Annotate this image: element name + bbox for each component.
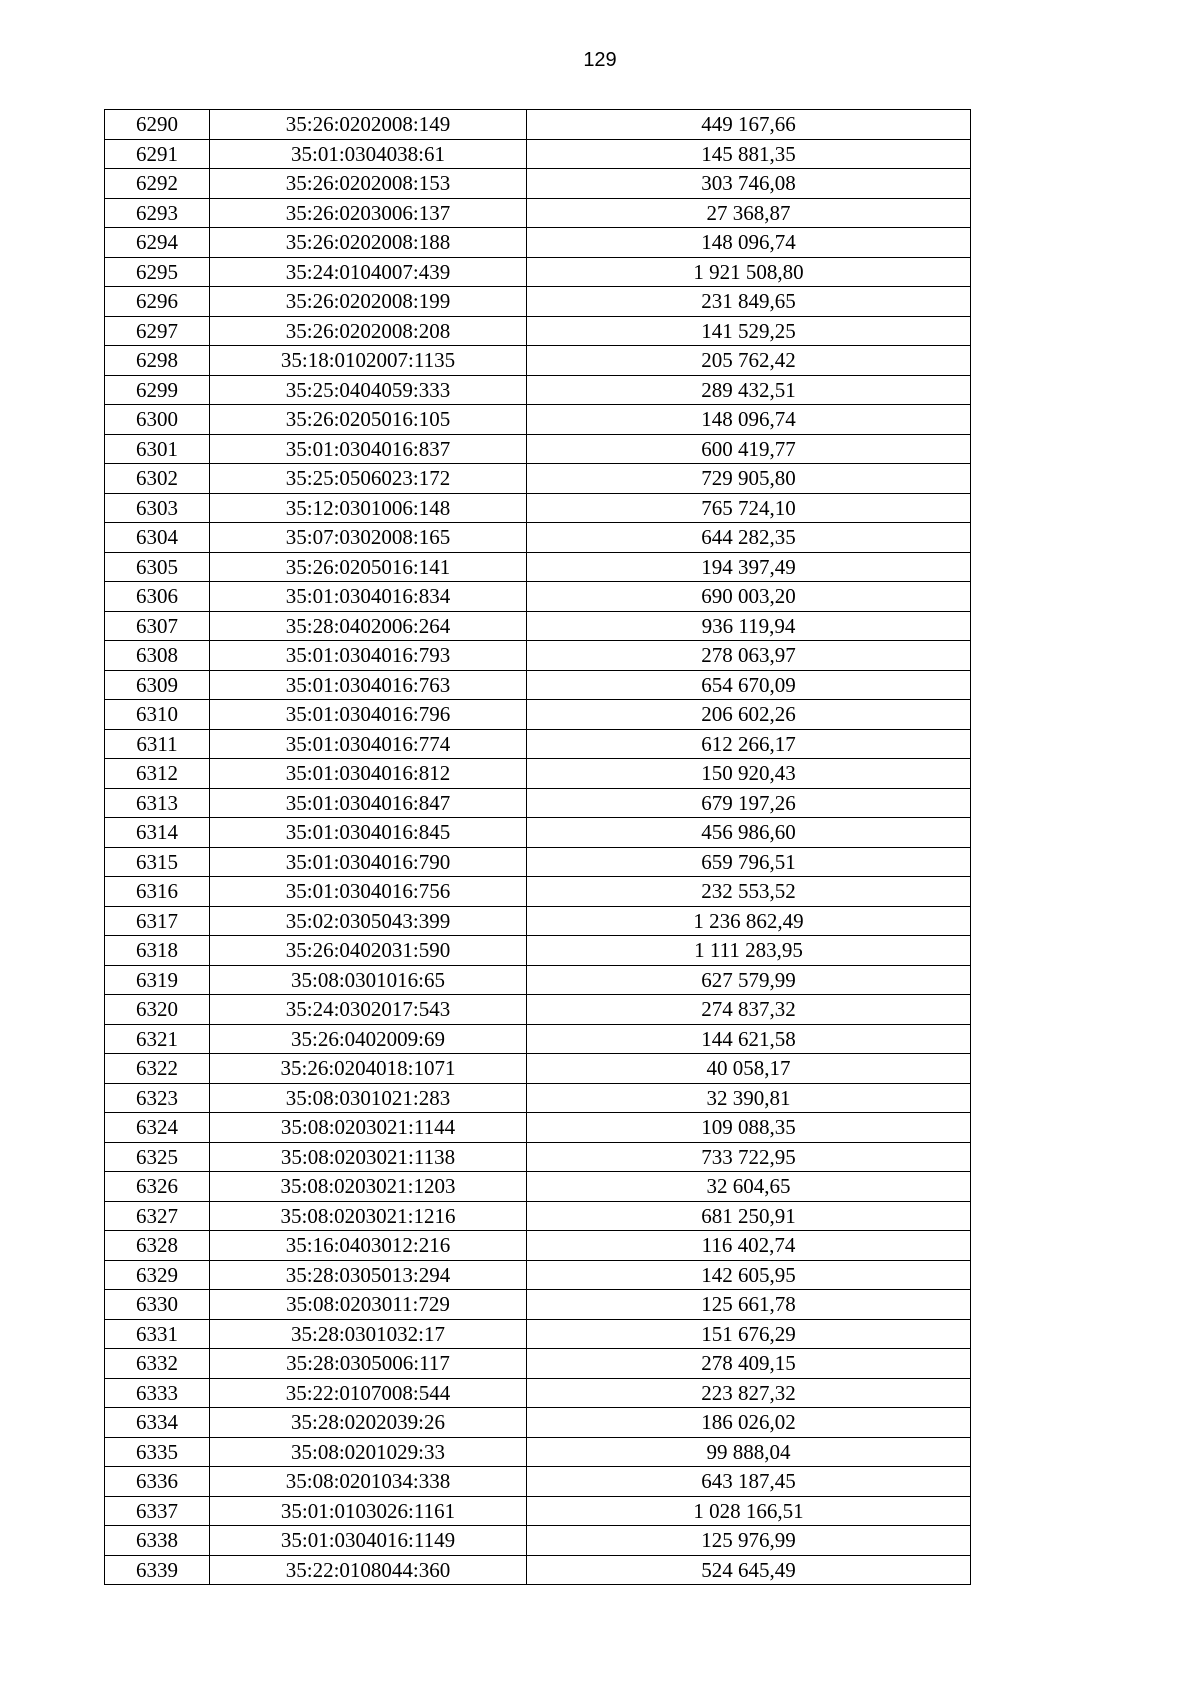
cadastral-number-cell: 35:26:0202008:188 bbox=[210, 228, 527, 258]
cadastral-number-cell: 35:28:0305013:294 bbox=[210, 1260, 527, 1290]
cadastral-number-cell: 35:08:0203021:1144 bbox=[210, 1113, 527, 1143]
table-row bbox=[105, 936, 971, 966]
table-row bbox=[105, 1526, 971, 1556]
cadastral-value-cell: 32 390,81 bbox=[527, 1083, 971, 1113]
row-number-cell: 6299 bbox=[105, 375, 210, 405]
row-number-cell: 6331 bbox=[105, 1319, 210, 1349]
table-row bbox=[105, 847, 971, 877]
cadastral-number-cell: 35:01:0304016:812 bbox=[210, 759, 527, 789]
row-number-cell: 6295 bbox=[105, 257, 210, 287]
table-row bbox=[105, 346, 971, 376]
row-number-cell: 6316 bbox=[105, 877, 210, 907]
table-row bbox=[105, 405, 971, 435]
cadastral-value-cell: 729 905,80 bbox=[527, 464, 971, 494]
table-row bbox=[105, 139, 971, 169]
table-row bbox=[105, 788, 971, 818]
cadastral-number-cell: 35:01:0304016:756 bbox=[210, 877, 527, 907]
cadastral-number-cell: 35:01:0304016:793 bbox=[210, 641, 527, 671]
row-number-cell: 6323 bbox=[105, 1083, 210, 1113]
table-row bbox=[105, 493, 971, 523]
table-row bbox=[105, 1319, 971, 1349]
cadastral-number-cell: 35:28:0301032:17 bbox=[210, 1319, 527, 1349]
cadastral-number-cell: 35:18:0102007:1135 bbox=[210, 346, 527, 376]
cadastral-number-cell: 35:08:0301016:65 bbox=[210, 965, 527, 995]
cadastral-value-cell: 289 432,51 bbox=[527, 375, 971, 405]
row-number-cell: 6300 bbox=[105, 405, 210, 435]
cadastral-number-cell: 35:07:0302008:165 bbox=[210, 523, 527, 553]
cadastral-number-cell: 35:01:0304016:834 bbox=[210, 582, 527, 612]
table-row bbox=[105, 1496, 971, 1526]
cadastral-number-cell: 35:01:0304038:61 bbox=[210, 139, 527, 169]
row-number-cell: 6290 bbox=[105, 110, 210, 140]
cadastral-value-cell: 148 096,74 bbox=[527, 405, 971, 435]
row-number-cell: 6314 bbox=[105, 818, 210, 848]
row-number-cell: 6309 bbox=[105, 670, 210, 700]
cadastral-value-cell: 627 579,99 bbox=[527, 965, 971, 995]
table-row bbox=[105, 1260, 971, 1290]
cadastral-value-cell: 659 796,51 bbox=[527, 847, 971, 877]
table-row bbox=[105, 1201, 971, 1231]
row-number-cell: 6291 bbox=[105, 139, 210, 169]
row-number-cell: 6296 bbox=[105, 287, 210, 317]
table-row bbox=[105, 1378, 971, 1408]
row-number-cell: 6294 bbox=[105, 228, 210, 258]
cadastral-value-cell: 109 088,35 bbox=[527, 1113, 971, 1143]
cadastral-value-cell: 32 604,65 bbox=[527, 1172, 971, 1202]
cadastral-value-cell: 612 266,17 bbox=[527, 729, 971, 759]
cadastral-number-cell: 35:26:0205016:141 bbox=[210, 552, 527, 582]
cadastral-number-cell: 35:01:0304016:796 bbox=[210, 700, 527, 730]
row-number-cell: 6292 bbox=[105, 169, 210, 199]
cadastral-value-cell: 1 921 508,80 bbox=[527, 257, 971, 287]
cadastral-value-cell: 278 063,97 bbox=[527, 641, 971, 671]
cadastral-value-cell: 223 827,32 bbox=[527, 1378, 971, 1408]
cadastral-number-cell: 35:26:0203006:137 bbox=[210, 198, 527, 228]
table-row bbox=[105, 1408, 971, 1438]
cadastral-number-cell: 35:08:0203011:729 bbox=[210, 1290, 527, 1320]
row-number-cell: 6301 bbox=[105, 434, 210, 464]
table-row bbox=[105, 434, 971, 464]
table-row bbox=[105, 316, 971, 346]
table-row bbox=[105, 287, 971, 317]
cadastral-number-cell: 35:08:0301021:283 bbox=[210, 1083, 527, 1113]
cadastral-number-cell: 35:26:0402009:69 bbox=[210, 1024, 527, 1054]
row-number-cell: 6322 bbox=[105, 1054, 210, 1084]
row-number-cell: 6334 bbox=[105, 1408, 210, 1438]
table-row bbox=[105, 1142, 971, 1172]
table-row bbox=[105, 198, 971, 228]
cadastral-value-cell: 148 096,74 bbox=[527, 228, 971, 258]
row-number-cell: 6339 bbox=[105, 1555, 210, 1585]
cadastral-value-cell: 40 058,17 bbox=[527, 1054, 971, 1084]
table-row bbox=[105, 1290, 971, 1320]
table-row bbox=[105, 464, 971, 494]
row-number-cell: 6321 bbox=[105, 1024, 210, 1054]
row-number-cell: 6315 bbox=[105, 847, 210, 877]
cadastral-value-cell: 232 553,52 bbox=[527, 877, 971, 907]
table-row bbox=[105, 1083, 971, 1113]
table-body bbox=[105, 110, 971, 1585]
row-number-cell: 6318 bbox=[105, 936, 210, 966]
cadastral-value-cell: 765 724,10 bbox=[527, 493, 971, 523]
cadastral-value-cell: 125 661,78 bbox=[527, 1290, 971, 1320]
row-number-cell: 6336 bbox=[105, 1467, 210, 1497]
row-number-cell: 6328 bbox=[105, 1231, 210, 1261]
cadastral-value-cell: 27 368,87 bbox=[527, 198, 971, 228]
table-row bbox=[105, 110, 971, 140]
table-row bbox=[105, 1172, 971, 1202]
row-number-cell: 6303 bbox=[105, 493, 210, 523]
cadastral-number-cell: 35:01:0304016:847 bbox=[210, 788, 527, 818]
cadastral-value-cell: 141 529,25 bbox=[527, 316, 971, 346]
cadastral-value-table bbox=[104, 109, 971, 1585]
row-number-cell: 6325 bbox=[105, 1142, 210, 1172]
row-number-cell: 6310 bbox=[105, 700, 210, 730]
cadastral-number-cell: 35:26:0202008:153 bbox=[210, 169, 527, 199]
row-number-cell: 6308 bbox=[105, 641, 210, 671]
row-number-cell: 6302 bbox=[105, 464, 210, 494]
cadastral-value-cell: 456 986,60 bbox=[527, 818, 971, 848]
table-row bbox=[105, 818, 971, 848]
table-row bbox=[105, 1349, 971, 1379]
cadastral-number-cell: 35:24:0104007:439 bbox=[210, 257, 527, 287]
cadastral-value-cell: 231 849,65 bbox=[527, 287, 971, 317]
page-number: 129 bbox=[583, 49, 617, 71]
cadastral-number-cell: 35:02:0305043:399 bbox=[210, 906, 527, 936]
row-number-cell: 6317 bbox=[105, 906, 210, 936]
cadastral-number-cell: 35:26:0202008:199 bbox=[210, 287, 527, 317]
cadastral-value-cell: 644 282,35 bbox=[527, 523, 971, 553]
row-number-cell: 6297 bbox=[105, 316, 210, 346]
cadastral-value-cell: 205 762,42 bbox=[527, 346, 971, 376]
cadastral-value-cell: 145 881,35 bbox=[527, 139, 971, 169]
row-number-cell: 6298 bbox=[105, 346, 210, 376]
cadastral-number-cell: 35:28:0402006:264 bbox=[210, 611, 527, 641]
row-number-cell: 6327 bbox=[105, 1201, 210, 1231]
cadastral-value-cell: 99 888,04 bbox=[527, 1437, 971, 1467]
cadastral-number-cell: 35:08:0203021:1203 bbox=[210, 1172, 527, 1202]
cadastral-number-cell: 35:26:0402031:590 bbox=[210, 936, 527, 966]
cadastral-value-cell: 150 920,43 bbox=[527, 759, 971, 789]
table-row bbox=[105, 1054, 971, 1084]
table-row bbox=[105, 1467, 971, 1497]
cadastral-number-cell: 35:01:0304016:837 bbox=[210, 434, 527, 464]
table-row bbox=[105, 1024, 971, 1054]
cadastral-value-cell: 681 250,91 bbox=[527, 1201, 971, 1231]
cadastral-number-cell: 35:25:0506023:172 bbox=[210, 464, 527, 494]
cadastral-value-cell: 600 419,77 bbox=[527, 434, 971, 464]
cadastral-number-cell: 35:25:0404059:333 bbox=[210, 375, 527, 405]
cadastral-number-cell: 35:01:0103026:1161 bbox=[210, 1496, 527, 1526]
cadastral-value-cell: 936 119,94 bbox=[527, 611, 971, 641]
row-number-cell: 6332 bbox=[105, 1349, 210, 1379]
cadastral-number-cell: 35:26:0204018:1071 bbox=[210, 1054, 527, 1084]
table-row bbox=[105, 228, 971, 258]
cadastral-number-cell: 35:28:0305006:117 bbox=[210, 1349, 527, 1379]
row-number-cell: 6335 bbox=[105, 1437, 210, 1467]
cadastral-number-cell: 35:01:0304016:845 bbox=[210, 818, 527, 848]
cadastral-value-cell: 1 111 283,95 bbox=[527, 936, 971, 966]
cadastral-number-cell: 35:28:0202039:26 bbox=[210, 1408, 527, 1438]
table-row bbox=[105, 1437, 971, 1467]
table-row bbox=[105, 670, 971, 700]
row-number-cell: 6320 bbox=[105, 995, 210, 1025]
table-row bbox=[105, 965, 971, 995]
table-row bbox=[105, 641, 971, 671]
cadastral-number-cell: 35:08:0203021:1138 bbox=[210, 1142, 527, 1172]
table-row bbox=[105, 729, 971, 759]
table-row bbox=[105, 1231, 971, 1261]
cadastral-value-cell: 151 676,29 bbox=[527, 1319, 971, 1349]
row-number-cell: 6313 bbox=[105, 788, 210, 818]
cadastral-number-cell: 35:22:0108044:360 bbox=[210, 1555, 527, 1585]
table-row bbox=[105, 700, 971, 730]
row-number-cell: 6329 bbox=[105, 1260, 210, 1290]
cadastral-value-cell: 206 602,26 bbox=[527, 700, 971, 730]
table-row bbox=[105, 1555, 971, 1585]
cadastral-number-cell: 35:01:0304016:763 bbox=[210, 670, 527, 700]
cadastral-value-cell: 524 645,49 bbox=[527, 1555, 971, 1585]
table-row bbox=[105, 611, 971, 641]
row-number-cell: 6312 bbox=[105, 759, 210, 789]
table-row bbox=[105, 169, 971, 199]
row-number-cell: 6338 bbox=[105, 1526, 210, 1556]
cadastral-number-cell: 35:01:0304016:774 bbox=[210, 729, 527, 759]
cadastral-number-cell: 35:01:0304016:1149 bbox=[210, 1526, 527, 1556]
cadastral-value-cell: 733 722,95 bbox=[527, 1142, 971, 1172]
table-row bbox=[105, 257, 971, 287]
table-row bbox=[105, 759, 971, 789]
cadastral-value-cell: 274 837,32 bbox=[527, 995, 971, 1025]
cadastral-value-cell: 278 409,15 bbox=[527, 1349, 971, 1379]
cadastral-value-cell: 643 187,45 bbox=[527, 1467, 971, 1497]
cadastral-number-cell: 35:16:0403012:216 bbox=[210, 1231, 527, 1261]
row-number-cell: 6311 bbox=[105, 729, 210, 759]
row-number-cell: 6337 bbox=[105, 1496, 210, 1526]
cadastral-value-cell: 142 605,95 bbox=[527, 1260, 971, 1290]
cadastral-number-cell: 35:24:0302017:543 bbox=[210, 995, 527, 1025]
cadastral-number-cell: 35:26:0202008:149 bbox=[210, 110, 527, 140]
cadastral-number-cell: 35:26:0205016:105 bbox=[210, 405, 527, 435]
cadastral-number-cell: 35:22:0107008:544 bbox=[210, 1378, 527, 1408]
cadastral-value-cell: 125 976,99 bbox=[527, 1526, 971, 1556]
table-row bbox=[105, 906, 971, 936]
cadastral-value-cell: 144 621,58 bbox=[527, 1024, 971, 1054]
row-number-cell: 6319 bbox=[105, 965, 210, 995]
row-number-cell: 6326 bbox=[105, 1172, 210, 1202]
table-row bbox=[105, 1113, 971, 1143]
row-number-cell: 6306 bbox=[105, 582, 210, 612]
row-number-cell: 6333 bbox=[105, 1378, 210, 1408]
cadastral-number-cell: 35:08:0201029:33 bbox=[210, 1437, 527, 1467]
cadastral-number-cell: 35:08:0203021:1216 bbox=[210, 1201, 527, 1231]
cadastral-number-cell: 35:08:0201034:338 bbox=[210, 1467, 527, 1497]
cadastral-value-cell: 449 167,66 bbox=[527, 110, 971, 140]
row-number-cell: 6330 bbox=[105, 1290, 210, 1320]
cadastral-value-cell: 186 026,02 bbox=[527, 1408, 971, 1438]
table-row bbox=[105, 877, 971, 907]
row-number-cell: 6305 bbox=[105, 552, 210, 582]
table-row bbox=[105, 375, 971, 405]
cadastral-number-cell: 35:12:0301006:148 bbox=[210, 493, 527, 523]
cadastral-number-cell: 35:01:0304016:790 bbox=[210, 847, 527, 877]
row-number-cell: 6293 bbox=[105, 198, 210, 228]
cadastral-value-cell: 303 746,08 bbox=[527, 169, 971, 199]
cadastral-value-cell: 1 028 166,51 bbox=[527, 1496, 971, 1526]
cadastral-value-cell: 194 397,49 bbox=[527, 552, 971, 582]
table-row bbox=[105, 582, 971, 612]
cadastral-value-cell: 1 236 862,49 bbox=[527, 906, 971, 936]
table-row bbox=[105, 523, 971, 553]
cadastral-value-cell: 654 670,09 bbox=[527, 670, 971, 700]
table-row bbox=[105, 552, 971, 582]
cadastral-value-cell: 679 197,26 bbox=[527, 788, 971, 818]
cadastral-value-cell: 116 402,74 bbox=[527, 1231, 971, 1261]
row-number-cell: 6324 bbox=[105, 1113, 210, 1143]
row-number-cell: 6307 bbox=[105, 611, 210, 641]
cadastral-value-cell: 690 003,20 bbox=[527, 582, 971, 612]
cadastral-number-cell: 35:26:0202008:208 bbox=[210, 316, 527, 346]
table-row bbox=[105, 995, 971, 1025]
row-number-cell: 6304 bbox=[105, 523, 210, 553]
